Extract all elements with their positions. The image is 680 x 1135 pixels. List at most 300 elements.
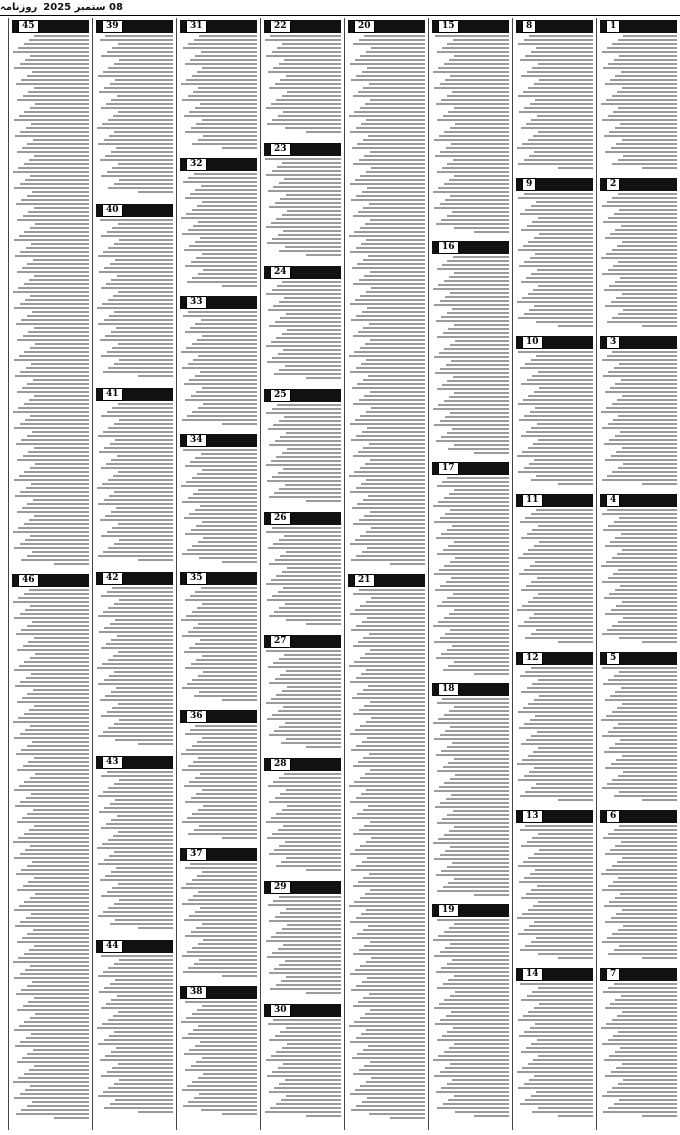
text-line [34,207,89,209]
text-line [18,597,89,599]
text-line [200,237,257,239]
text-line [200,1041,257,1043]
text-line [275,797,341,799]
text-line [108,187,173,189]
news-item [516,810,593,964]
text-line [269,496,341,498]
text-line [14,669,89,671]
text-line [275,678,341,680]
text-line [454,878,509,880]
text-line [35,893,89,895]
text-line [104,267,173,269]
text-line [605,83,677,85]
text-line [200,907,257,909]
text-line [612,625,677,627]
text-line [434,955,509,957]
text-line [606,99,677,101]
text-line [452,91,509,93]
text-line [353,1073,425,1075]
text-line [282,809,341,811]
text-line [114,491,173,493]
text-line [518,711,593,713]
text-line [16,633,89,635]
text-line [537,115,593,117]
text-line [439,786,509,788]
text-line [433,625,509,627]
text-line [21,319,89,321]
text-line [518,471,593,473]
text-line [451,143,509,145]
text-line [534,767,593,769]
text-line [444,1051,509,1053]
text-line [118,831,173,833]
text-line [524,929,593,931]
text-line [360,1085,425,1087]
text-line [366,721,425,723]
item-body-text [516,667,593,801]
text-line [269,325,341,327]
text-line [350,733,425,735]
item-body-text [432,256,509,454]
text-line [450,629,509,631]
text-line [448,111,509,113]
text-line [535,99,593,101]
text-line [192,143,257,145]
text-line [608,731,677,733]
text-line [104,1039,173,1041]
text-line [525,791,593,793]
text-line [358,451,425,453]
item-number: 10 [522,336,543,349]
text-line [199,959,257,961]
text-line [119,899,173,901]
text-line [287,686,341,688]
text-line [25,179,89,181]
text-line [191,395,257,397]
text-line [528,241,593,243]
text-line [520,59,593,61]
text-line [602,735,677,737]
text-line [436,754,509,756]
text-line [604,135,677,137]
text-line [30,845,89,847]
text-line [26,1037,89,1039]
text-line [524,159,593,161]
text-line [523,245,593,247]
text-line [108,247,173,249]
text-line [18,1077,89,1079]
text-line [99,631,173,633]
text-line [363,929,425,931]
text-line [618,193,677,195]
text-line [350,853,425,855]
text-line [192,545,257,547]
text-line [358,761,425,763]
text-line [16,993,89,995]
text-line [616,297,677,299]
item-heading [264,881,341,894]
text-line [198,943,257,945]
text-line [539,387,593,389]
text-line [32,551,89,553]
news-item [180,296,257,430]
text-line [31,1033,89,1035]
text-line [617,861,677,863]
text-line [351,559,425,561]
text-line [183,47,257,49]
text-line [371,47,425,49]
text-line [370,151,425,153]
text-line [119,719,173,721]
text-line [33,689,89,691]
text-line [32,431,89,433]
text-line [350,251,425,253]
item-number: 21 [354,574,375,587]
text-line [108,299,173,301]
text-line [522,297,593,299]
text-line [613,419,677,421]
text-line [608,525,677,527]
item-number: 6 [606,810,620,823]
text-line [111,279,173,281]
text-line [197,205,257,207]
text-line [445,296,509,298]
text-line [371,837,425,839]
text-line [615,229,677,231]
text-line [454,55,509,57]
text-line [615,435,677,437]
text-line [442,818,509,820]
text-line [356,367,425,369]
text-line [268,904,341,906]
text-line [454,392,509,394]
text-line [109,1035,173,1037]
text-line [24,901,89,903]
text-line [13,291,89,293]
text-line [618,313,677,315]
text-line [453,376,509,378]
text-line [357,1053,425,1055]
text-line [360,657,425,659]
news-item [180,986,257,1120]
text-line [281,1099,341,1101]
text-line [285,1079,341,1081]
item-number: 30 [270,1004,291,1017]
text-line [33,809,89,811]
text-line [622,857,677,859]
text-line [278,115,341,117]
text-line [360,175,425,177]
column-8 [8,18,92,1130]
text-line [112,1067,173,1069]
text-line [447,43,509,45]
text-line [20,423,89,425]
text-line [449,493,509,495]
text-line [202,521,257,523]
text-line [22,817,89,819]
text-line [287,924,341,926]
text-line [622,549,677,551]
text-line [33,379,89,381]
text-line [439,352,509,354]
text-line [369,633,425,635]
text-line [286,551,341,553]
text-line [359,279,425,281]
text-line [111,99,173,101]
item-body-text [264,158,341,256]
text-line [192,679,257,681]
text-line [606,869,677,871]
text-line [440,517,509,519]
text-line [282,214,341,216]
text-line [448,979,509,981]
text-line [603,67,677,69]
text-line [538,593,593,595]
item-heading [432,462,509,475]
item-number: 33 [186,296,207,309]
item-heading [96,388,173,401]
text-line [190,193,257,195]
text-line [355,609,425,611]
text-line [444,714,509,716]
text-line [200,103,257,105]
text-line [22,507,89,509]
text-line [117,815,173,817]
text-line [360,467,425,469]
text-line [362,71,425,73]
text-line [106,283,173,285]
text-line [13,721,89,723]
item-heading [180,434,257,447]
text-line [13,531,89,533]
text-line [441,653,509,655]
text-line [198,407,257,409]
text-line [454,706,509,708]
text-line [370,271,425,273]
text-line [276,575,341,577]
text-line [188,95,257,97]
text-line [353,765,425,767]
text-line [517,301,593,303]
text-line [272,238,341,240]
text-line [642,167,677,169]
text-line [286,313,341,315]
text-line [104,447,173,449]
text-line [111,331,173,333]
text-line [361,483,425,485]
text-line [185,867,257,869]
text-line [437,770,509,772]
text-line [531,735,593,737]
text-line [101,175,173,177]
text-line [202,253,257,255]
text-line [440,854,509,856]
text-line [186,1017,257,1019]
text-line [438,718,509,720]
text-line [185,131,257,133]
text-line [359,519,425,521]
text-line [524,569,593,571]
news-item [180,572,257,706]
text-line [611,455,677,457]
text-line [181,485,257,487]
text-line [453,39,509,41]
text-line [267,480,341,482]
text-line [621,379,677,381]
text-line [26,127,89,129]
text-line [367,977,425,979]
text-line [266,107,341,109]
text-line [119,359,173,361]
text-line [442,47,509,49]
text-line [447,963,509,965]
item-body-text [264,35,341,133]
text-line [611,147,677,149]
text-line [26,917,89,919]
text-line [16,83,89,85]
item-number: 23 [270,143,291,156]
text-line [269,853,341,855]
text-line [29,399,89,401]
text-line [558,167,593,169]
text-line [622,447,677,449]
text-line [529,35,593,37]
text-line [306,869,341,871]
text-line [201,319,257,321]
text-line [448,882,509,884]
text-line [612,351,677,353]
text-line [14,427,89,429]
text-line [359,589,425,591]
text-line [103,71,173,73]
text-line [444,400,509,402]
text-line [100,159,173,161]
text-line [138,743,173,745]
text-line [266,821,341,823]
text-line [187,1085,257,1087]
text-line [606,561,677,563]
text-line [526,1047,593,1049]
item-body-text [180,725,257,839]
text-line [26,487,89,489]
text-line [193,359,257,361]
text-line [357,263,425,265]
text-line [602,941,677,943]
text-line [109,495,173,497]
text-line [33,929,89,931]
text-line [23,455,89,457]
text-line [443,115,509,117]
text-line [181,83,257,85]
text-line [445,199,509,201]
text-line [182,903,257,905]
text-line [13,171,89,173]
text-line [350,543,425,545]
text-line [615,537,677,539]
text-line [438,284,509,286]
text-line [453,256,509,258]
text-line [612,1087,677,1089]
text-line [191,1065,257,1067]
text-line [438,935,509,937]
text-line [202,1057,257,1059]
item-heading [180,20,257,33]
text-line [433,842,509,844]
text-line [193,493,257,495]
text-line [618,107,677,109]
text-line [434,87,509,89]
text-line [266,940,341,942]
text-line [19,1025,89,1027]
text-line [437,119,509,121]
text-line [101,775,173,777]
text-line [521,691,593,693]
text-line [285,365,341,367]
text-line [182,233,257,235]
text-line [442,384,509,386]
text-line [539,541,593,543]
text-line [602,1095,677,1097]
text-line [276,932,341,934]
text-line [359,159,425,161]
text-line [532,683,593,685]
text-line [445,947,509,949]
text-line [54,563,89,565]
text-line [528,447,593,449]
text-line [104,627,173,629]
text-line [370,1009,425,1011]
text-line [113,295,173,297]
text-line [365,893,425,895]
item-number: 39 [102,20,123,33]
text-line [25,969,89,971]
text-line [17,769,89,771]
item-heading [264,1004,341,1017]
text-line [523,861,593,863]
text-line [185,63,257,65]
text-line [34,945,89,947]
text-line [360,897,425,899]
text-line [369,443,425,445]
text-line [618,877,677,879]
text-line [182,553,257,555]
text-line [371,407,425,409]
text-line [452,959,509,961]
text-line [618,1031,677,1033]
text-line [614,675,677,677]
text-line [450,195,509,197]
text-line [608,577,677,579]
item-number: 5 [606,652,620,665]
news-item [96,756,173,936]
item-number: 32 [186,158,207,171]
text-line [518,1087,593,1089]
text-line [536,629,593,631]
text-line [352,1057,425,1059]
text-line [192,611,257,613]
text-line [363,379,425,381]
text-line [199,1093,257,1095]
text-line [361,913,425,915]
item-heading [96,20,173,33]
text-line [370,649,425,651]
text-line [623,35,677,37]
text-line [531,427,593,429]
text-line [452,428,509,430]
text-line [614,521,677,523]
text-line [194,173,257,175]
text-line [454,1043,509,1045]
